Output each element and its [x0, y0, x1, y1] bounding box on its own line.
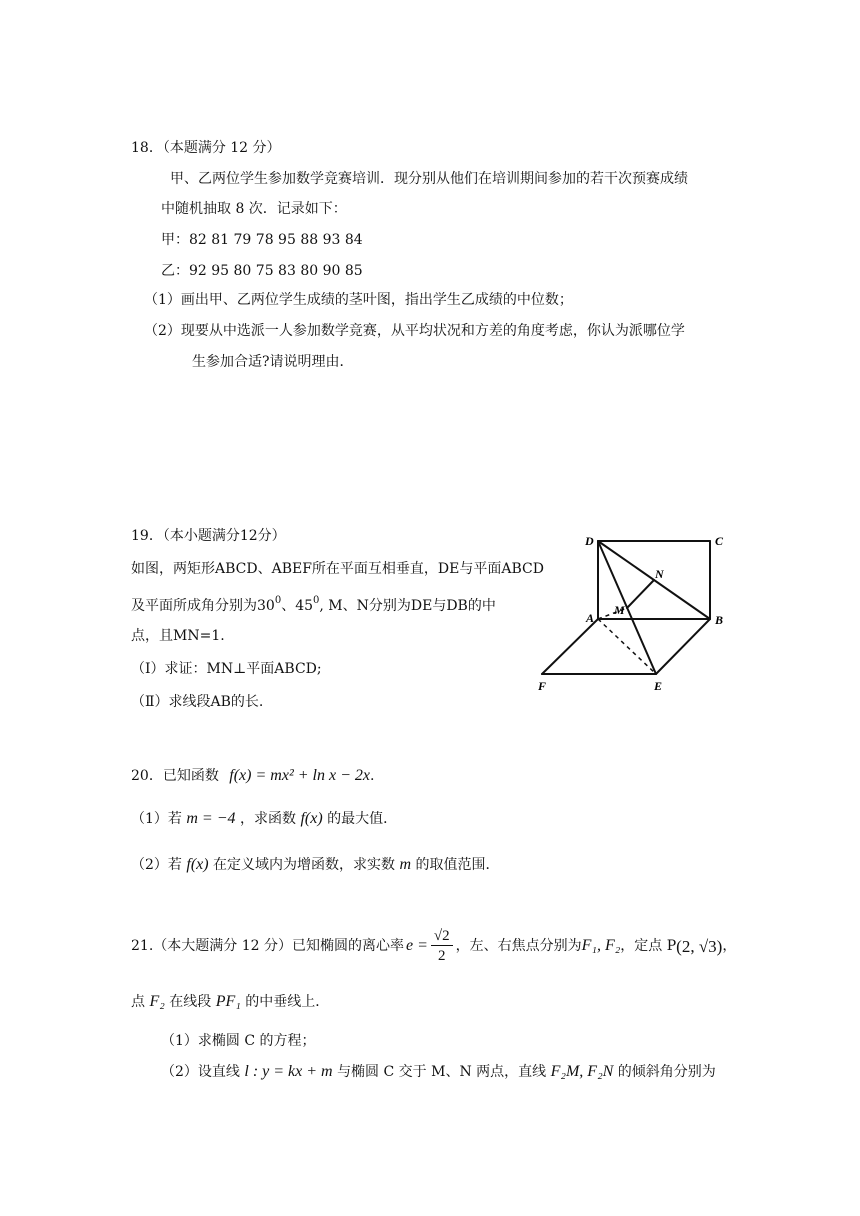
q20-part1 — [131, 811, 397, 827]
q21-eccentricity-fraction — [431, 927, 453, 966]
q20-prefix: 20．已知函数 — [131, 768, 219, 784]
q18-yi-scores: 乙：92 95 80 75 83 80 90 85 — [161, 263, 363, 279]
q21-part2-b: 与椭圆 C 交于 M、N 两点，直线 — [337, 1064, 547, 1080]
q21-line2-a: 点 — [131, 994, 145, 1010]
edge-MN — [627, 580, 654, 608]
q21-statement-line2 — [131, 994, 329, 1010]
q18-intro-line2: 中随机抽取 8 次．记录如下： — [161, 201, 347, 217]
q19-line1: 如图，两矩形ABCD、ABEF所在平面互相垂直，DE与平面ABCD — [131, 561, 544, 577]
q18-intro-line1: 甲、乙两位学生参加数学竞赛培训．现分别从他们在培训期间参加的若干次预赛成绩 — [170, 171, 688, 187]
q19-line2-c: , M、N分别为DE与DB的中 — [319, 598, 496, 614]
q20-part1-f: f(x) — [300, 810, 323, 827]
q20-part1-cond: m = −4 — [186, 810, 236, 827]
q19-header: 19．（本小题满分12分） — [131, 528, 286, 544]
q18-header: 18．（本题满分 12 分） — [131, 140, 281, 156]
q18-jia-scores: 甲：82 81 79 78 95 88 93 84 — [161, 232, 363, 248]
q21-prefix: 21.（本大题满分 12 分）已知椭圆的离心率 — [131, 938, 404, 954]
q21-part1: （1）求椭圆 C 的方程； — [161, 1033, 316, 1049]
q20-part2-b: 在定义域内为增函数，求实数 — [213, 857, 396, 873]
q19-part2: （Ⅱ）求线段AB的长. — [131, 694, 264, 710]
q21-mid2: ，定点 P — [620, 938, 677, 954]
q21-mid: ，左、右焦点分别为 — [455, 938, 582, 954]
q21-line2-b: 在线段 — [169, 994, 212, 1010]
q20-statement — [131, 768, 374, 784]
q21-part2-c: 的倾斜角分别为 — [617, 1064, 716, 1080]
q21-F2: F₂ — [149, 993, 165, 1010]
label-F: F — [538, 679, 547, 693]
q20-part1-b: ，求函数 — [239, 811, 296, 827]
q21-end: ， — [722, 938, 737, 954]
label-D: D — [585, 534, 594, 548]
q20-part2-a: （2）若 — [131, 857, 182, 873]
edge-AF — [542, 619, 598, 674]
label-A: A — [586, 611, 595, 625]
q21-part2-line: l : y = kx + m — [244, 1063, 333, 1080]
q19-line2-b: 、45 — [281, 598, 314, 614]
q18-part1: （1）画出甲、乙两位学生成绩的茎叶图，指出学生乙成绩的中位数； — [144, 292, 573, 308]
q18-part2-line2: 生参加合适?请说明理由． — [192, 354, 354, 370]
q20-part2-f: f(x) — [186, 856, 209, 873]
q21-e-denominator: 2 — [438, 947, 446, 964]
q19-line2-a: 及平面所成角分别为30 — [131, 598, 275, 614]
q21-e-label: e = — [405, 937, 428, 954]
edge-BE — [656, 619, 710, 674]
label-N: N — [655, 567, 664, 581]
q21-point: (2, √3) — [676, 936, 723, 956]
q19-line3: 点，且MN=1. — [131, 628, 225, 644]
q20-part2 — [131, 857, 500, 873]
q21-part2-lines: F₂M, F₂N — [550, 1063, 614, 1080]
label-M: M — [614, 603, 625, 617]
degree-sup-2: 0 — [313, 595, 320, 606]
q19-geometry-figure — [530, 528, 740, 698]
q19-part1: （Ⅰ）求证：MN⊥平面ABCD; — [131, 661, 322, 677]
q18-part2-line1: （2）现要从中选派一人参加数学竞赛，从平均状况和方差的角度考虑，你认为派哪位学 — [144, 323, 685, 339]
q21-foci: F₁, F₂ — [581, 937, 621, 954]
q21-part2 — [161, 1064, 716, 1080]
q19-line2 — [131, 596, 496, 613]
q21-e-numerator: √2 — [431, 927, 453, 946]
label-C: C — [715, 534, 724, 548]
q20-part2-m: m — [399, 856, 412, 873]
q21-line2-c: 的中垂线上． — [245, 994, 330, 1010]
q20-part1-c: 的最大值． — [327, 811, 398, 827]
q20-period: . — [369, 768, 375, 784]
q21-part2-a: （2）设直线 — [161, 1064, 240, 1080]
q21-statement-line1 — [131, 924, 736, 968]
label-B: B — [715, 613, 724, 627]
q20-part1-a: （1）若 — [131, 811, 182, 827]
q21-PF1: PF₁ — [215, 993, 241, 1010]
edge-AE-dashed — [598, 619, 656, 674]
label-E: E — [654, 679, 663, 693]
q20-formula: f(x) = mx² + ln x − 2x — [229, 767, 370, 784]
q20-part2-c: 的取值范围． — [415, 857, 500, 873]
degree-sup-1: 0 — [274, 595, 282, 606]
